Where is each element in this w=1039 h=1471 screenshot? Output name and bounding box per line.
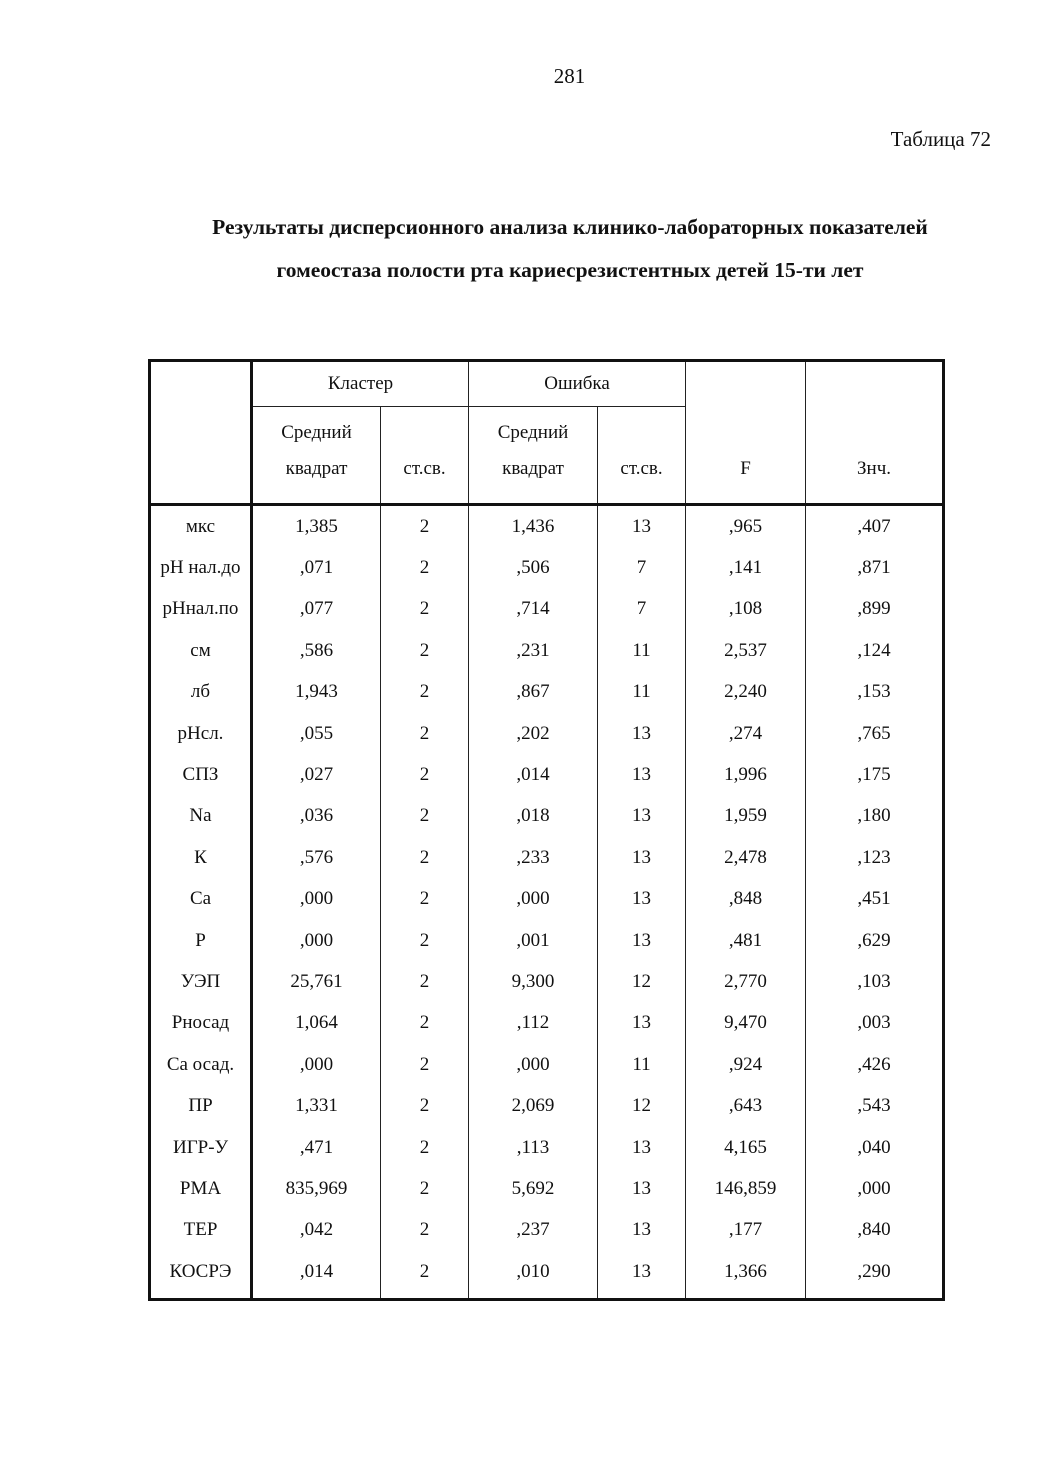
error-df: 13 xyxy=(598,505,686,548)
cluster-mean-square: ,071 xyxy=(252,547,381,588)
f-value: ,643 xyxy=(686,1085,806,1126)
error-mean-square: 9,300 xyxy=(469,961,598,1002)
row-name: ИГР-У xyxy=(150,1127,252,1168)
f-value: ,848 xyxy=(686,879,806,920)
significance: ,040 xyxy=(806,1127,944,1168)
table-row xyxy=(150,961,944,1002)
table-row xyxy=(150,1210,944,1251)
header-sig-top xyxy=(806,361,944,407)
cluster-mean-square: 1,943 xyxy=(252,672,381,713)
table-title xyxy=(120,206,1020,292)
error-df: 13 xyxy=(598,1127,686,1168)
cluster-df: 2 xyxy=(381,1210,469,1251)
f-value: ,481 xyxy=(686,920,806,961)
error-mean-square: 5,692 xyxy=(469,1168,598,1209)
cluster-df: 2 xyxy=(381,1044,469,1085)
cluster-mean-square: 1,331 xyxy=(252,1085,381,1126)
error-df: 12 xyxy=(598,961,686,1002)
header-cluster: Кластер xyxy=(252,361,469,407)
table-row xyxy=(150,1251,944,1300)
cluster-df: 2 xyxy=(381,1003,469,1044)
f-value: ,965 xyxy=(686,505,806,548)
cluster-df: 2 xyxy=(381,796,469,837)
row-name: ТЕР xyxy=(150,1210,252,1251)
header-f: F xyxy=(686,407,806,505)
cluster-mean-square: ,000 xyxy=(252,879,381,920)
cluster-df: 2 xyxy=(381,1251,469,1300)
error-df: 12 xyxy=(598,1085,686,1126)
cluster-mean-square: ,027 xyxy=(252,754,381,795)
significance: ,175 xyxy=(806,754,944,795)
row-name: ПР xyxy=(150,1085,252,1126)
error-mean-square: ,000 xyxy=(469,879,598,920)
significance: ,407 xyxy=(806,505,944,548)
table-row xyxy=(150,879,944,920)
f-value: 146,859 xyxy=(686,1168,806,1209)
cluster-df: 2 xyxy=(381,672,469,713)
cluster-mean-square: ,042 xyxy=(252,1210,381,1251)
cluster-df: 2 xyxy=(381,961,469,1002)
error-mean-square: ,000 xyxy=(469,1044,598,1085)
row-name: УЭП xyxy=(150,961,252,1002)
cluster-mean-square: ,077 xyxy=(252,589,381,630)
significance: ,629 xyxy=(806,920,944,961)
row-name: см xyxy=(150,630,252,671)
error-mean-square: ,018 xyxy=(469,796,598,837)
error-df: 13 xyxy=(598,920,686,961)
f-value: 9,470 xyxy=(686,1003,806,1044)
table-row xyxy=(150,796,944,837)
error-mean-square: ,010 xyxy=(469,1251,598,1300)
significance: ,765 xyxy=(806,713,944,754)
f-value: 1,959 xyxy=(686,796,806,837)
header-error-df: ст.св. xyxy=(598,407,686,505)
row-name: мкс xyxy=(150,505,252,548)
f-value: 2,240 xyxy=(686,672,806,713)
table-row xyxy=(150,630,944,671)
f-value: 4,165 xyxy=(686,1127,806,1168)
header-f-top xyxy=(686,361,806,407)
cluster-mean-square: 1,385 xyxy=(252,505,381,548)
significance: ,543 xyxy=(806,1085,944,1126)
table-row xyxy=(150,1085,944,1126)
title-line-1: Результаты дисперсионного анализа клинико-лабораторных показателей xyxy=(212,215,928,239)
error-df: 11 xyxy=(598,1044,686,1085)
error-mean-square: ,202 xyxy=(469,713,598,754)
row-name: PMA xyxy=(150,1168,252,1209)
cluster-mean-square: ,055 xyxy=(252,713,381,754)
corner-cell-lower xyxy=(150,407,252,505)
table-row xyxy=(150,1168,944,1209)
table-row xyxy=(150,920,944,961)
header-sig: Знч. xyxy=(806,407,944,505)
row-name: Pносад xyxy=(150,1003,252,1044)
cluster-df: 2 xyxy=(381,754,469,795)
row-name: лб xyxy=(150,672,252,713)
error-mean-square: ,233 xyxy=(469,837,598,878)
error-mean-square: ,113 xyxy=(469,1127,598,1168)
table-row xyxy=(150,1127,944,1168)
cluster-df: 2 xyxy=(381,630,469,671)
significance: ,840 xyxy=(806,1210,944,1251)
row-name: Na xyxy=(150,796,252,837)
cluster-mean-square: 1,064 xyxy=(252,1003,381,1044)
error-mean-square: ,506 xyxy=(469,547,598,588)
mean-square-line1: Средний xyxy=(281,422,352,443)
error-df: 13 xyxy=(598,1168,686,1209)
table-row xyxy=(150,672,944,713)
error-mean-square: ,237 xyxy=(469,1210,598,1251)
cluster-df: 2 xyxy=(381,837,469,878)
row-name: pHнал.по xyxy=(150,589,252,630)
cluster-df: 2 xyxy=(381,713,469,754)
f-value: 2,770 xyxy=(686,961,806,1002)
cluster-df: 2 xyxy=(381,505,469,548)
header-error: Ошибка xyxy=(469,361,686,407)
cluster-mean-square: ,000 xyxy=(252,1044,381,1085)
cluster-df: 2 xyxy=(381,920,469,961)
header-error-mean-square xyxy=(469,407,598,505)
row-name: Ca xyxy=(150,879,252,920)
significance: ,871 xyxy=(806,547,944,588)
significance: ,899 xyxy=(806,589,944,630)
error-df: 11 xyxy=(598,672,686,713)
significance: ,290 xyxy=(806,1251,944,1300)
significance: ,180 xyxy=(806,796,944,837)
table-row xyxy=(150,547,944,588)
mean-square-line1: Средний xyxy=(497,422,569,443)
error-mean-square: ,112 xyxy=(469,1003,598,1044)
table-row xyxy=(150,837,944,878)
significance: ,124 xyxy=(806,630,944,671)
significance: ,153 xyxy=(806,672,944,713)
row-name: Ca осад. xyxy=(150,1044,252,1085)
cluster-df: 2 xyxy=(381,1085,469,1126)
table-row xyxy=(150,754,944,795)
table-row xyxy=(150,713,944,754)
significance: ,426 xyxy=(806,1044,944,1085)
error-df: 13 xyxy=(598,879,686,920)
cluster-mean-square: ,586 xyxy=(252,630,381,671)
f-value: ,141 xyxy=(686,547,806,588)
row-name: К xyxy=(150,837,252,878)
significance: ,123 xyxy=(806,837,944,878)
mean-square-line2: квадрат xyxy=(285,458,348,479)
error-mean-square: ,014 xyxy=(469,754,598,795)
error-mean-square: ,867 xyxy=(469,672,598,713)
error-df: 7 xyxy=(598,547,686,588)
table-row xyxy=(150,1003,944,1044)
significance: ,000 xyxy=(806,1168,944,1209)
cluster-df: 2 xyxy=(381,589,469,630)
f-value: ,274 xyxy=(686,713,806,754)
f-value: ,924 xyxy=(686,1044,806,1085)
mean-square-line2: квадрат xyxy=(502,458,564,479)
anova-table xyxy=(148,359,945,1301)
row-name: СПЗ xyxy=(150,754,252,795)
error-mean-square: ,001 xyxy=(469,920,598,961)
error-df: 13 xyxy=(598,754,686,795)
cluster-mean-square: ,014 xyxy=(252,1251,381,1300)
cluster-mean-square: ,471 xyxy=(252,1127,381,1168)
corner-cell xyxy=(150,361,252,407)
significance: ,451 xyxy=(806,879,944,920)
error-df: 13 xyxy=(598,796,686,837)
error-df: 7 xyxy=(598,589,686,630)
table-label: Таблица 72 xyxy=(890,127,991,151)
error-df: 13 xyxy=(598,1251,686,1300)
error-df: 13 xyxy=(598,1210,686,1251)
f-value: 2,478 xyxy=(686,837,806,878)
error-df: 13 xyxy=(598,713,686,754)
significance: ,003 xyxy=(806,1003,944,1044)
row-name: P xyxy=(150,920,252,961)
cluster-mean-square: ,036 xyxy=(252,796,381,837)
row-name: pH нал.до xyxy=(150,547,252,588)
header-cluster-df: ст.св. xyxy=(381,407,469,505)
cluster-mean-square: ,576 xyxy=(252,837,381,878)
error-mean-square: ,714 xyxy=(469,589,598,630)
cluster-mean-square: 835,969 xyxy=(252,1168,381,1209)
cluster-mean-square: ,000 xyxy=(252,920,381,961)
f-value: ,177 xyxy=(686,1210,806,1251)
row-name: pHсл. xyxy=(150,713,252,754)
table-row xyxy=(150,1044,944,1085)
f-value: 1,996 xyxy=(686,754,806,795)
table-body xyxy=(150,505,944,1300)
error-mean-square: 2,069 xyxy=(469,1085,598,1126)
header-cluster-mean-square xyxy=(252,407,381,505)
title-line-2: гомеостаза полости рта кариесрезистентных детей 15-ти лет xyxy=(276,258,864,282)
f-value: ,108 xyxy=(686,589,806,630)
f-value: 1,366 xyxy=(686,1251,806,1300)
error-df: 13 xyxy=(598,1003,686,1044)
significance: ,103 xyxy=(806,961,944,1002)
row-name: КОСРЭ xyxy=(150,1251,252,1300)
cluster-mean-square: 25,761 xyxy=(252,961,381,1002)
error-mean-square: ,231 xyxy=(469,630,598,671)
table-row xyxy=(150,505,944,548)
error-df: 11 xyxy=(598,630,686,671)
table-row xyxy=(150,589,944,630)
cluster-df: 2 xyxy=(381,547,469,588)
f-value: 2,537 xyxy=(686,630,806,671)
error-df: 13 xyxy=(598,837,686,878)
cluster-df: 2 xyxy=(381,879,469,920)
cluster-df: 2 xyxy=(381,1168,469,1209)
page-number: 281 xyxy=(553,64,586,88)
cluster-df: 2 xyxy=(381,1127,469,1168)
error-mean-square: 1,436 xyxy=(469,505,598,548)
